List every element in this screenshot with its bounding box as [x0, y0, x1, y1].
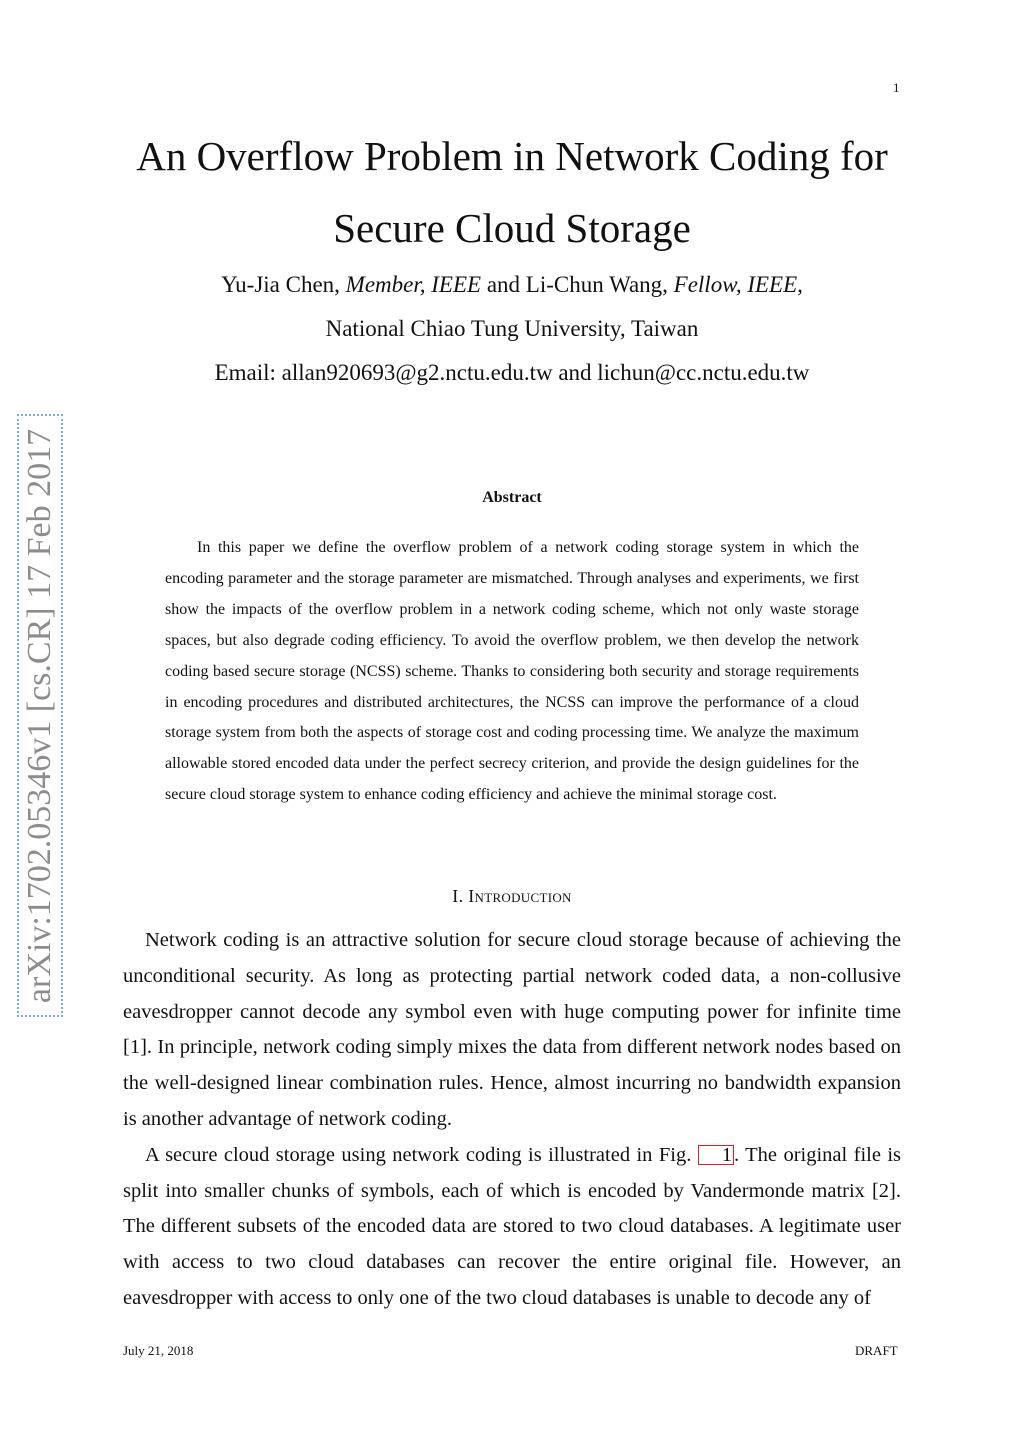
- footer-date: July 21, 2018: [123, 1343, 194, 1358]
- author-conjunction: and: [486, 272, 521, 297]
- arxiv-stamp-label: arXiv:1702.05346v1 [cs.CR] 17 Feb 2017: [21, 428, 58, 1003]
- author-2-name: Li-Chun Wang,: [525, 272, 668, 297]
- abstract-text: In this paper we define the overflow problem of a network coding storage system in which the encoding parameter and the storage parameter are mismatched. Through analyses and experiments, we first show the impacts of the overflow problem in a network coding scheme, which not only waste storage spaces, but also degrade coding efficiency. To avoid the overflow problem, we then develop the network coding based secure storage (NCSS) scheme. Thanks to considering both security and storage requirements in encoding procedures and distributed architectures, the NCSS can improve the performance of a cloud storage system from both the aspects of storage cost and coding processing time. We analyze the maximum allowable stored encoded data under the perfect secrecy criterion, and provide the design guidelines for the secure cloud storage system to enhance coding efficiency and achieve the minimal storage cost.: [165, 539, 859, 804]
- page-number: 1: [893, 80, 900, 95]
- footer-draft-label: DRAFT: [855, 1343, 898, 1358]
- author-1-name: Yu-Jia Chen,: [221, 272, 340, 297]
- intro-paragraph-1: Network coding is an attractive solution for secure cloud storage because of achieving the unconditional security. As long as protecting partial network coded data, a non-collusive eavesdropper cannot decode any symbol even with huge computing power for infinite time [1]. In principle, network coding simply mixes the data from different network nodes based on the well-designed linear combination rules. Hence, almost incurring no bandwidth expansion is another advantage of network coding.: [123, 929, 901, 1130]
- author-1-role: Member, IEEE: [345, 272, 482, 297]
- email-line: Email: allan920693@g2.nctu.edu.tw and lichun@cc.nctu.edu.tw: [214, 360, 810, 385]
- figure-1-link[interactable]: 1: [698, 1145, 734, 1165]
- section-heading: [0, 886, 1024, 907]
- affiliation: National Chiao Tung University, Taiwan: [325, 316, 699, 341]
- intro-paragraph-2-start: A secure cloud storage using network coding is illustrated in Fig.: [145, 1143, 692, 1166]
- introduction-body: [123, 923, 901, 1317]
- paper-title: An Overflow Problem in Network Coding for Secure Cloud Storage: [136, 133, 888, 251]
- intro-paragraph-2: [123, 1138, 901, 1317]
- section-number: I.: [452, 886, 464, 906]
- section-title: Introduction: [468, 886, 572, 906]
- abstract-heading: Abstract: [482, 489, 542, 506]
- author-line: [0, 272, 1024, 298]
- author-2-role: Fellow, IEEE,: [673, 272, 803, 297]
- intro-paragraph-2-rest: . The original file is split into smaller chunks of symbols, each of which is encoded by Vandermonde matrix [2]. The different subsets of the encoded data are stored to two cloud databases. A legitimate user with access to two cloud databases can recover the entire original file. However, an eavesdropper with access to only one of the two cloud databases is unable to decode any of: [123, 1143, 902, 1309]
